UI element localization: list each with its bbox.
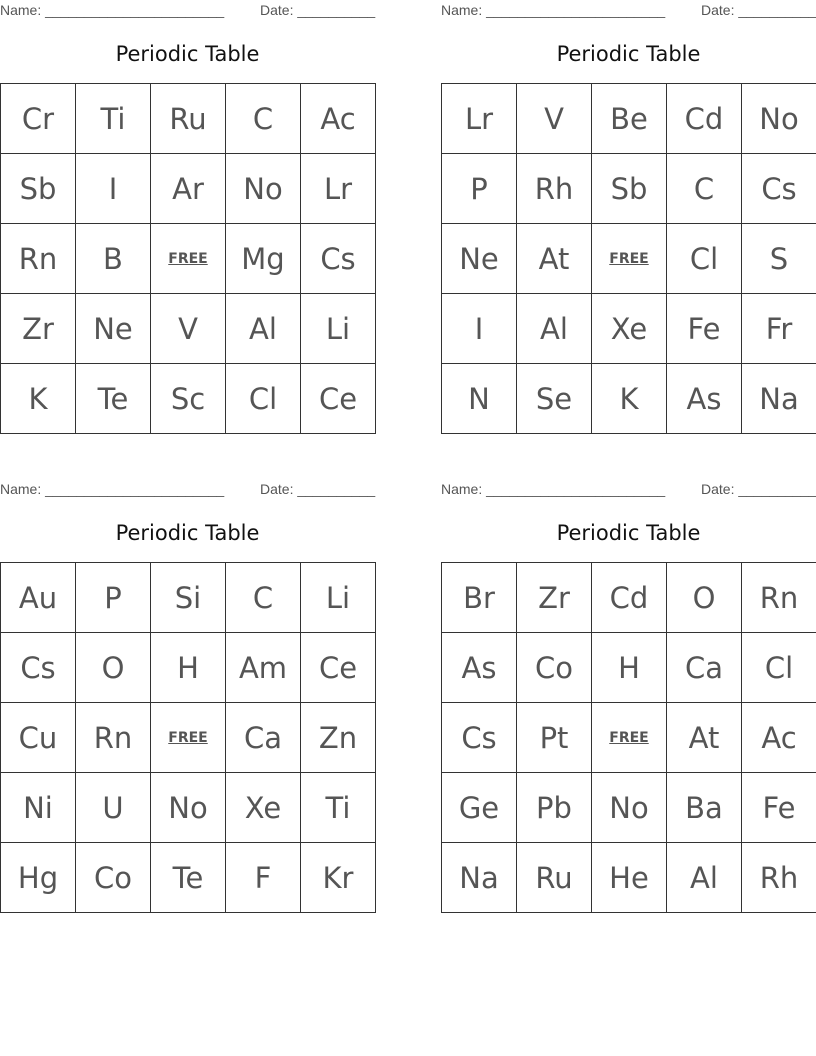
card-title: Periodic Table — [556, 521, 701, 545]
grid-row — [1, 563, 376, 633]
grid-row — [442, 224, 816, 294]
grid-cell: Se — [517, 364, 592, 434]
grid-cell: Ce — [301, 633, 376, 703]
grid-cell: Hg — [1, 843, 76, 913]
grid-cell: Rn — [742, 563, 816, 633]
grid-cell: Ac — [301, 84, 376, 154]
grid-row — [1, 294, 376, 364]
grid-row — [1, 84, 376, 154]
grid-row — [442, 563, 816, 633]
bingo-card-3 — [0, 479, 375, 929]
grid-cell: As — [442, 633, 517, 703]
grid-cell: Cl — [742, 633, 816, 703]
grid-cell: O — [76, 633, 151, 703]
grid-cell: K — [592, 364, 667, 434]
grid-row — [442, 154, 816, 224]
grid-cell: Rh — [742, 843, 816, 913]
grid-cell: Ti — [301, 773, 376, 843]
grid-cell: Be — [592, 84, 667, 154]
grid-cell: Kr — [301, 843, 376, 913]
grid-cell: No — [742, 84, 816, 154]
grid-cell: Cl — [226, 364, 301, 434]
grid-cell: Am — [226, 633, 301, 703]
grid-cell: Al — [517, 294, 592, 364]
grid-cell: Ru — [151, 84, 226, 154]
bingo-grid — [441, 562, 816, 913]
grid-cell: As — [667, 364, 742, 434]
grid-row — [1, 773, 376, 843]
bingo-grid — [0, 83, 376, 434]
date-field[interactable]: Date: __________ — [260, 2, 376, 18]
grid-cell: At — [667, 703, 742, 773]
grid-cell: Ba — [667, 773, 742, 843]
date-field[interactable]: Date: __________ — [260, 481, 376, 497]
grid-cell: No — [151, 773, 226, 843]
card-title: Periodic Table — [115, 521, 260, 545]
free-space: FREE — [151, 703, 226, 773]
grid-cell: Cs — [742, 154, 816, 224]
grid-cell: At — [517, 224, 592, 294]
grid-cell: Cs — [301, 224, 376, 294]
grid-cell: Ca — [226, 703, 301, 773]
grid-cell: Cs — [442, 703, 517, 773]
grid-cell: Ti — [76, 84, 151, 154]
bingo-card-1 — [0, 0, 375, 450]
grid-cell: Pt — [517, 703, 592, 773]
card-header — [441, 0, 816, 22]
grid-cell: Cd — [592, 563, 667, 633]
grid-cell: Au — [1, 563, 76, 633]
grid-cell: Li — [301, 563, 376, 633]
card-title: Periodic Table — [556, 42, 701, 66]
grid-cell: P — [442, 154, 517, 224]
grid-cell: Sb — [1, 154, 76, 224]
grid-cell: Na — [442, 843, 517, 913]
free-space: FREE — [151, 224, 226, 294]
grid-row — [442, 633, 816, 703]
grid-cell: Ar — [151, 154, 226, 224]
name-field[interactable]: Name: _______________________ — [441, 2, 666, 18]
grid-cell: Mg — [226, 224, 301, 294]
grid-cell: Rh — [517, 154, 592, 224]
card-title: Periodic Table — [115, 42, 260, 66]
grid-row — [1, 364, 376, 434]
grid-cell: Sb — [592, 154, 667, 224]
card-header — [0, 479, 375, 501]
grid-cell: Cd — [667, 84, 742, 154]
grid-cell: I — [442, 294, 517, 364]
grid-cell: Cu — [1, 703, 76, 773]
grid-cell: No — [226, 154, 301, 224]
grid-cell: B — [76, 224, 151, 294]
grid-row — [442, 843, 816, 913]
grid-cell: No — [592, 773, 667, 843]
date-field[interactable]: Date: __________ — [701, 2, 816, 18]
grid-cell: He — [592, 843, 667, 913]
grid-row — [442, 84, 816, 154]
free-space: FREE — [592, 703, 667, 773]
grid-cell: K — [1, 364, 76, 434]
grid-cell: I — [76, 154, 151, 224]
grid-cell: Te — [76, 364, 151, 434]
grid-cell: U — [76, 773, 151, 843]
bingo-card-4 — [441, 479, 816, 929]
grid-row — [1, 224, 376, 294]
grid-cell: Ge — [442, 773, 517, 843]
grid-cell: S — [742, 224, 816, 294]
grid-cell: Ne — [442, 224, 517, 294]
grid-row — [442, 364, 816, 434]
grid-row — [442, 294, 816, 364]
grid-cell: V — [151, 294, 226, 364]
bingo-grid — [441, 83, 816, 434]
grid-cell: Sc — [151, 364, 226, 434]
grid-cell: Fr — [742, 294, 816, 364]
grid-cell: V — [517, 84, 592, 154]
grid-cell: N — [442, 364, 517, 434]
card-header — [0, 0, 375, 22]
grid-cell: Pb — [517, 773, 592, 843]
grid-cell: H — [151, 633, 226, 703]
grid-cell: Lr — [442, 84, 517, 154]
grid-cell: Co — [517, 633, 592, 703]
grid-cell: Fe — [667, 294, 742, 364]
bingo-grid — [0, 562, 376, 913]
grid-row — [442, 703, 816, 773]
grid-cell: Fe — [742, 773, 816, 843]
grid-cell: Al — [667, 843, 742, 913]
grid-cell: Zr — [1, 294, 76, 364]
grid-row — [1, 633, 376, 703]
grid-cell: Cs — [1, 633, 76, 703]
grid-cell: C — [667, 154, 742, 224]
grid-cell: Li — [301, 294, 376, 364]
grid-cell: Rn — [76, 703, 151, 773]
grid-row — [1, 154, 376, 224]
free-space: FREE — [592, 224, 667, 294]
grid-cell: H — [592, 633, 667, 703]
name-field[interactable]: Name: _______________________ — [441, 481, 666, 497]
grid-cell: Ni — [1, 773, 76, 843]
grid-cell: O — [667, 563, 742, 633]
grid-cell: Lr — [301, 154, 376, 224]
grid-row — [1, 843, 376, 913]
name-field[interactable]: Name: _______________________ — [0, 481, 225, 497]
grid-cell: Ne — [76, 294, 151, 364]
grid-cell: Si — [151, 563, 226, 633]
grid-cell: Co — [76, 843, 151, 913]
grid-cell: Ru — [517, 843, 592, 913]
bingo-card-2 — [441, 0, 816, 450]
grid-cell: F — [226, 843, 301, 913]
grid-cell: Ac — [742, 703, 816, 773]
grid-cell: Xe — [592, 294, 667, 364]
name-field[interactable]: Name: _______________________ — [0, 2, 225, 18]
grid-cell: Xe — [226, 773, 301, 843]
date-field[interactable]: Date: __________ — [701, 481, 816, 497]
grid-cell: Br — [442, 563, 517, 633]
grid-cell: Zr — [517, 563, 592, 633]
card-header — [441, 479, 816, 501]
grid-cell: Zn — [301, 703, 376, 773]
grid-cell: C — [226, 563, 301, 633]
grid-cell: Ca — [667, 633, 742, 703]
grid-cell: Te — [151, 843, 226, 913]
grid-cell: P — [76, 563, 151, 633]
grid-cell: Rn — [1, 224, 76, 294]
grid-row — [442, 773, 816, 843]
grid-cell: Cr — [1, 84, 76, 154]
grid-cell: Ce — [301, 364, 376, 434]
grid-row — [1, 703, 376, 773]
grid-cell: Cl — [667, 224, 742, 294]
grid-cell: Al — [226, 294, 301, 364]
grid-cell: Na — [742, 364, 816, 434]
grid-cell: C — [226, 84, 301, 154]
